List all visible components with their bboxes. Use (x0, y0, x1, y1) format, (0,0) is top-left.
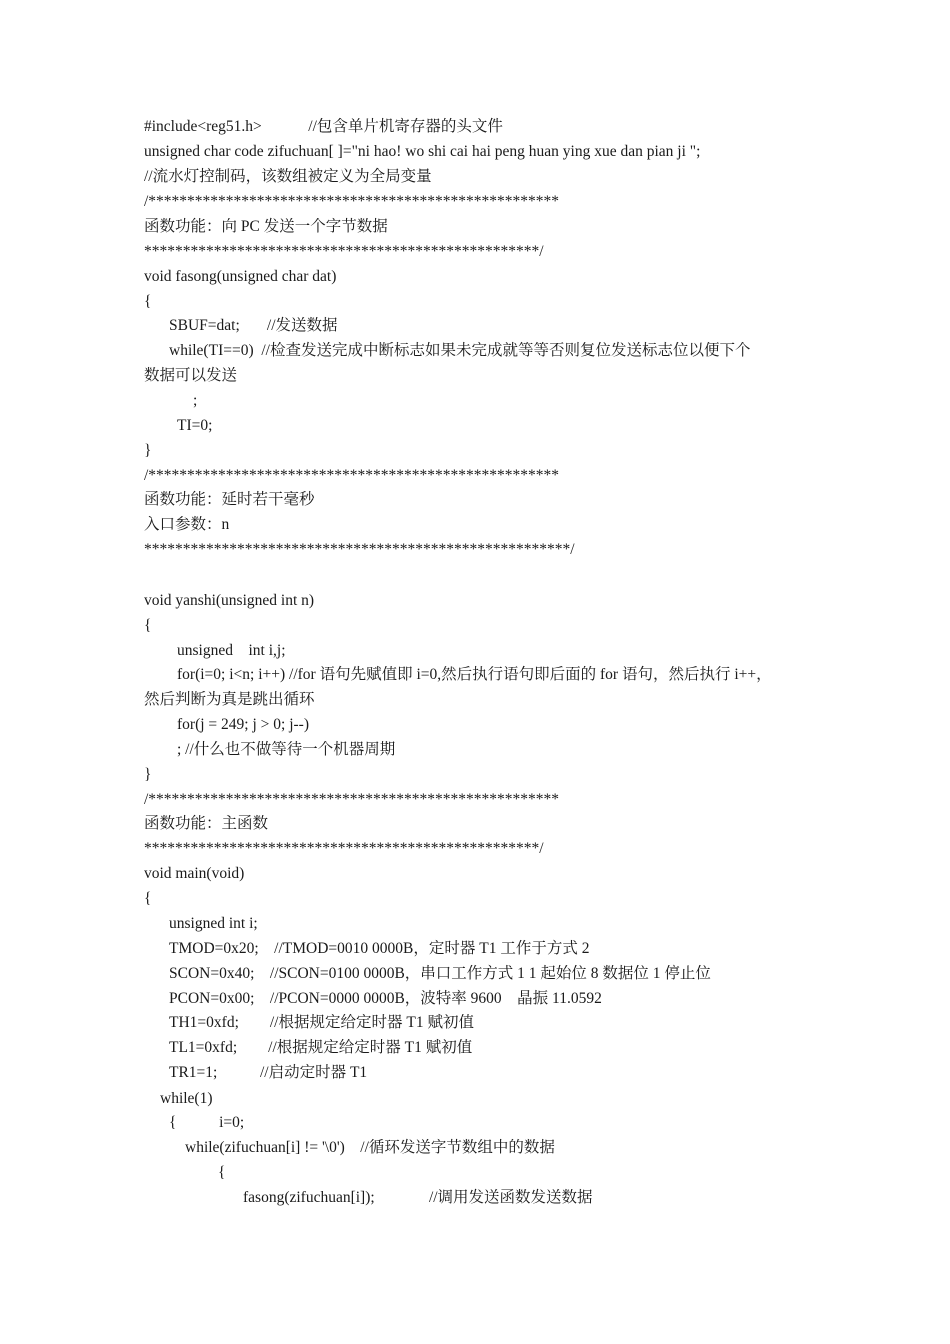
code-line: TL1=0xfd; //根据规定给定时器 T1 赋初值 (169, 1039, 473, 1056)
code-line: { i=0; (169, 1114, 245, 1131)
comment-divider: /***************************************************** (144, 467, 560, 484)
comment-line: //流水灯控制码，该数组被定义为全局变量 (144, 168, 432, 185)
code-line: for(j = 249; j > 0; j--) (177, 716, 309, 733)
code-line: { (218, 1164, 226, 1181)
code-line: unsigned int i,j; (177, 642, 286, 659)
comment-line: 函数功能：向 PC 发送一个字节数据 (144, 218, 388, 235)
code-line: fasong(zifuchuan[i]); //调用发送函数发送数据 (243, 1189, 593, 1206)
comment-line: 函数功能：延时若干毫秒 (144, 491, 315, 508)
code-line: TR1=1; //启动定时器 T1 (169, 1064, 368, 1081)
code-line: } (144, 766, 152, 783)
code-line: unsigned char code zifuchuan[ ]="ni hao! wo shi cai hai peng huan ying xue dan pian ji "; (144, 143, 701, 160)
code-line: for(i=0; i<n; i++) //for 语句先赋值即 i=0,然后执行语句即后面的 for 语句，然后执行 i++， (177, 666, 772, 683)
code-line: while(TI==0) //检查发送完成中断标志如果未完成就等等否则复位发送标志位以便下个 (169, 342, 751, 359)
code-line: { (144, 617, 152, 634)
comment-continuation: 数据可以发送 (144, 367, 238, 384)
code-line: ; (193, 392, 198, 409)
code-line: TH1=0xfd; //根据规定给定时器 T1 赋初值 (169, 1014, 474, 1031)
code-line: unsigned int i; (169, 915, 258, 932)
comment-line: 函数功能：主函数 (144, 815, 269, 832)
code-line: while(zifuchuan[i] != '\0') //循环发送字节数组中的数据 (185, 1139, 555, 1156)
code-line: #include<reg51.h> //包含单片机寄存器的头文件 (144, 118, 503, 135)
code-line: SBUF=dat; //发送数据 (169, 317, 338, 334)
code-line: TI=0; (177, 417, 213, 434)
comment-continuation: 然后判断为真是跳出循环 (144, 691, 315, 708)
comment-divider: *******************************************************/ (144, 541, 575, 558)
code-line: { (144, 293, 152, 310)
comment-divider: /***************************************************** (144, 791, 560, 808)
code-line: { (144, 890, 152, 907)
comment-divider: /***************************************************** (144, 193, 560, 210)
code-line: ; //什么也不做等待一个机器周期 (177, 741, 396, 758)
code-line: while(1) (160, 1090, 213, 1107)
code-line: SCON=0x40; //SCON=0100 0000B，串口工作方式 1 1 起始位 8 数据位 1 停止位 (169, 965, 711, 982)
code-line: } (144, 442, 152, 459)
code-line: PCON=0x00; //PCON=0000 0000B，波特率 9600 晶振 11.0592 (169, 990, 602, 1007)
comment-divider: ***************************************************/ (144, 243, 544, 260)
comment-line: 入口参数：n (144, 516, 230, 533)
code-line: TMOD=0x20; //TMOD=0010 0000B，定时器 T1 工作于方式 2 (169, 940, 590, 957)
function-signature: void fasong(unsigned char dat) (144, 268, 337, 285)
comment-divider: ***************************************************/ (144, 840, 544, 857)
function-signature: void main(void) (144, 865, 245, 882)
function-signature: void yanshi(unsigned int n) (144, 592, 315, 609)
